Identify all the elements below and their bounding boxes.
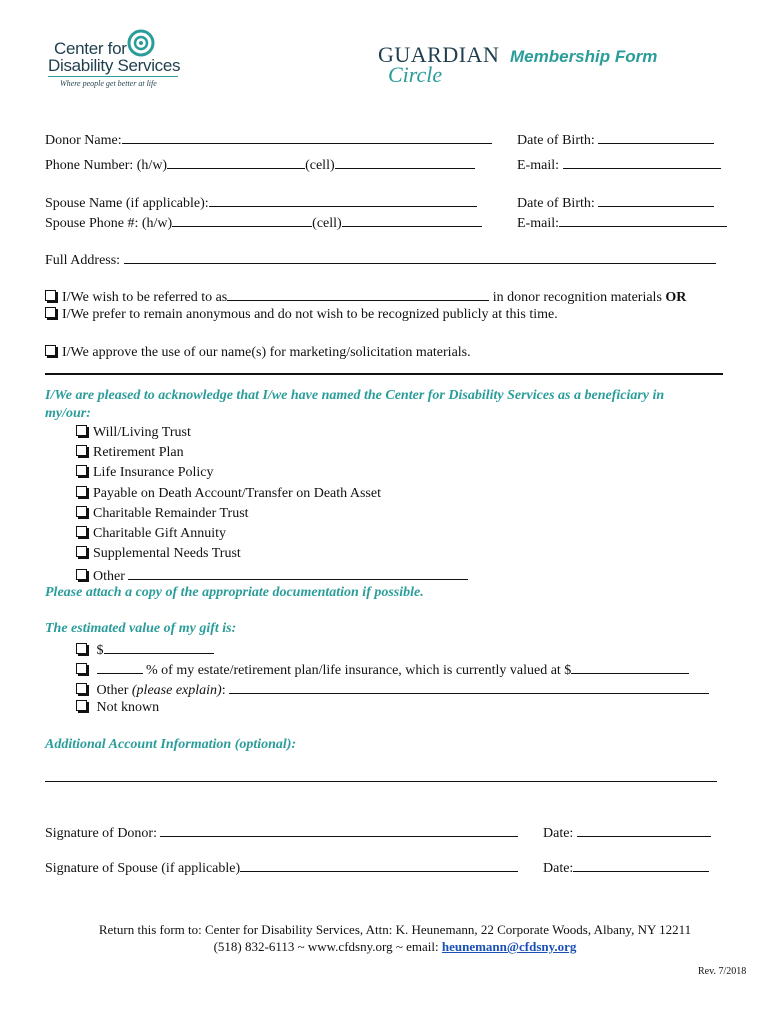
guardian-circle-logo — [378, 42, 508, 92]
other-value-label: Other — [96, 683, 129, 698]
estimate-heading: The estimated value of my gift is: — [45, 621, 237, 636]
donor-cell-field[interactable] — [335, 154, 475, 169]
anonymous-checkbox[interactable] — [45, 307, 56, 318]
other-value-checkbox[interactable] — [76, 683, 87, 694]
spouse-phone-field[interactable] — [172, 212, 312, 227]
option-checkbox[interactable] — [76, 425, 87, 436]
spouse-email-field[interactable] — [559, 212, 727, 227]
guardian-wordmark: GUARDIAN — [378, 42, 500, 67]
option-checkbox[interactable] — [76, 465, 87, 476]
additional-info-field[interactable] — [45, 781, 717, 782]
option-checkbox[interactable] — [76, 506, 87, 517]
beneficiary-option: Payable on Death Account/Transfer on Death Asset — [93, 486, 381, 501]
beneficiary-option: Retirement Plan — [93, 445, 184, 460]
circle-wordmark: Circle — [388, 62, 443, 87]
other-option-field[interactable] — [128, 565, 468, 580]
donor-date-field[interactable] — [577, 822, 711, 837]
other-value-hint: (please explain) — [131, 683, 222, 698]
donor-name-label: Donor Name: — [45, 133, 122, 148]
email-link[interactable]: heunemann@cfdsny.org — [441, 939, 577, 954]
address-field[interactable] — [124, 249, 716, 264]
logo-line2: Disability Services — [48, 56, 181, 75]
address-label: Full Address: — [45, 253, 121, 268]
spouse-cell-field[interactable] — [342, 212, 482, 227]
logo-line1: Center for — [54, 39, 127, 58]
logo-underline — [48, 76, 178, 77]
revision-label: Rev. 7/2018 — [698, 966, 747, 977]
option-checkbox[interactable] — [76, 569, 87, 580]
spouse-date-label: Date: — [543, 861, 574, 876]
dollar-checkbox[interactable] — [76, 643, 87, 654]
percent-checkbox[interactable] — [76, 663, 87, 674]
refer-or: OR — [665, 290, 687, 305]
beneficiary-option-other: Other — [93, 569, 125, 584]
beneficiary-option: Will/Living Trust — [93, 425, 191, 440]
valued-at-field[interactable] — [571, 659, 689, 674]
donor-name-field[interactable] — [122, 129, 492, 144]
percent-text: % of my estate/retirement plan/life insurance, which is currently valued at $ — [146, 663, 572, 678]
donor-phone-field[interactable] — [167, 154, 305, 169]
spouse-email-label: E-mail: — [517, 216, 559, 231]
other-value-field[interactable] — [229, 679, 709, 694]
beneficiary-option: Charitable Gift Annuity — [93, 526, 226, 541]
spouse-signature-field[interactable] — [240, 857, 518, 872]
dollar-amount-field[interactable] — [104, 639, 214, 654]
spouse-phone-label: Spouse Phone #: (h/w) — [45, 216, 173, 231]
donor-email-field[interactable] — [563, 154, 721, 169]
refer-as-checkbox[interactable] — [45, 290, 56, 301]
donor-signature-field[interactable] — [160, 822, 518, 837]
refer-suffix: in donor recognition materials — [492, 290, 662, 305]
not-known-checkbox[interactable] — [76, 700, 87, 711]
contact-text: (518) 832-6113 ~ www.cfdsny.org ~ email: — [213, 939, 439, 954]
additional-heading: Additional Account Information (optional): — [45, 737, 297, 752]
donor-signature-label: Signature of Donor: — [45, 826, 157, 841]
cds-logo — [48, 30, 188, 92]
spouse-date-field[interactable] — [573, 857, 709, 872]
percent-field[interactable] — [97, 659, 143, 674]
spouse-signature-label: Signature of Spouse (if applicable) — [45, 861, 241, 876]
approve-text: I/We approve the use of our name(s) for marketing/solicitation materials. — [62, 345, 471, 360]
attach-note: Please attach a copy of the appropriate documentation if possible. — [45, 585, 424, 600]
anonymous-text: I/We prefer to remain anonymous and do not wish to be recognized publicly at this time. — [62, 307, 558, 322]
cds-swirl-icon — [126, 28, 156, 58]
donor-phone-label: Phone Number: (h/w) — [45, 158, 168, 173]
refer-as-field[interactable] — [227, 286, 489, 301]
spouse-dob-field[interactable] — [598, 192, 714, 207]
logo-tagline: Where people get better at life — [60, 79, 157, 88]
beneficiary-option: Charitable Remainder Trust — [93, 506, 249, 521]
donor-cell-label: (cell) — [305, 158, 335, 173]
refer-prefix: I/We wish to be referred to as — [62, 290, 228, 305]
dollar-sign: $ — [96, 643, 104, 658]
beneficiary-heading-line2: my/our: — [45, 406, 91, 421]
donor-date-label: Date: — [543, 826, 574, 841]
option-checkbox[interactable] — [76, 445, 87, 456]
section-divider — [45, 373, 723, 375]
option-checkbox[interactable] — [76, 486, 87, 497]
donor-dob-label: Date of Birth: — [517, 133, 595, 148]
not-known-text: Not known — [96, 700, 160, 715]
return-address: Return this form to: Center for Disability Services, Attn: K. Heunemann, 22 Corporate Woods, Albany, NY 12211 — [98, 922, 692, 937]
beneficiary-option: Supplemental Needs Trust — [93, 546, 241, 561]
option-checkbox[interactable] — [76, 526, 87, 537]
spouse-cell-label: (cell) — [312, 216, 342, 231]
beneficiary-heading-line1: I/We are pleased to acknowledge that I/we have named the Center for Disability Services as a beneficiary in — [45, 388, 665, 403]
form-title: Membership Form — [510, 47, 658, 66]
beneficiary-option: Life Insurance Policy — [93, 465, 214, 480]
spouse-name-field[interactable] — [209, 192, 477, 207]
spouse-name-label: Spouse Name (if applicable): — [45, 196, 209, 211]
donor-dob-field[interactable] — [598, 129, 714, 144]
option-checkbox[interactable] — [76, 546, 87, 557]
approve-checkbox[interactable] — [45, 345, 56, 356]
spouse-dob-label: Date of Birth: — [517, 196, 595, 211]
donor-email-label: E-mail: — [517, 158, 559, 173]
